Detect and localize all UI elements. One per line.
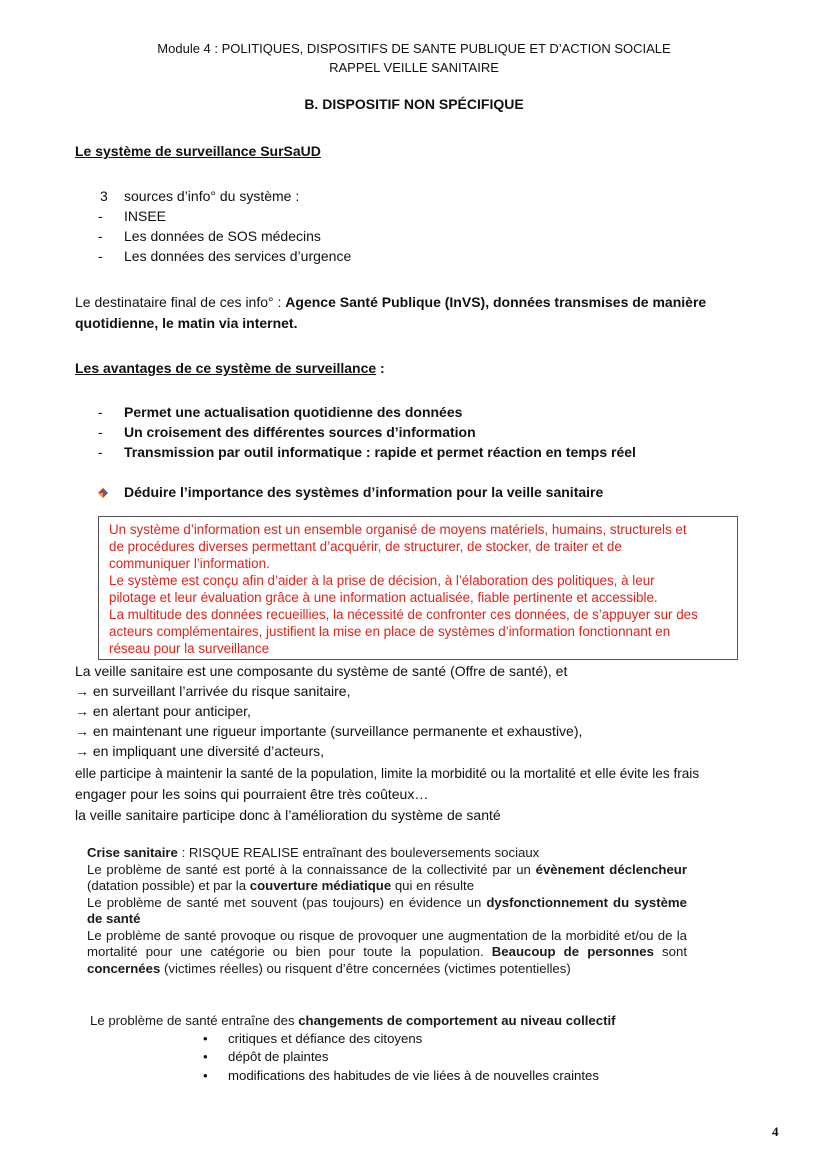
definition-line: de procédures diverses permettant d’acquérir, de structurer, de stocker, de traiter et de [109,539,622,554]
list-dash: - [98,424,103,440]
crise-text: Le problème de santé provoque ou risque de provoquer une augmentation de la morbidité et/ou de la mortalité pour une catégorie ou bien pour toute la population. [87,927,687,959]
arrow-icon: → [75,683,89,699]
arrow-item-text: en surveillant l’arrivée du risque sanitaire, [92,683,351,699]
sursaud-heading: Le système de surveillance SurSaUD [75,143,321,159]
bullet-icon: • [203,1068,208,1083]
definition-line: Le système est conçu afin d’aider à la prise de décision, à l’élaboration des politiques, à leur [109,573,655,588]
sources-number: 3 [100,188,108,204]
destinataire-value: Agence Santé Publique (InVS), données transmises de manière [285,294,707,310]
definition-line: Un système d’information est un ensemble organisé de moyens matériels, humains, structurels et [109,522,687,537]
crise-text: Le problème de santé met souvent (pas toujours) en évidence un [87,894,487,910]
destinataire-line-2: quotidienne, le matin via internet. [75,315,298,331]
definition-line: La multitude des données recueillies, la nécessité de confronter ces données, de s’appuyer sur des [109,607,698,622]
arrow-item-text: en alertant pour anticiper, [92,703,251,719]
list-item: Transmission par outil informatique : rapide et permet réaction en temps réel [124,444,636,460]
avantages-heading-colon: : [376,360,385,376]
crise-text: qui en résulte [391,878,475,893]
header-module-line: Module 4 : POLITIQUES, DISPOSITIFS DE SANTE PUBLIQUE ET D’ACTION SOCIALE [157,41,671,56]
crise-emphasis: couverture médiatique [249,878,392,893]
crise-title-rest: : RISQUE REALISE entraînant des bouleversements sociaux [177,845,540,860]
deduire-heading: Déduire l’importance des systèmes d’information pour la veille sanitaire [124,484,604,500]
list-dash: - [98,208,103,224]
destinataire-label: Le destinataire final de ces info° : [75,294,286,310]
changements-line [90,1013,690,1030]
crise-paragraph [87,928,687,978]
definition-line: acteurs complémentaires, justifient la mise en place de systèmes d’information fonctionnant en [109,624,671,639]
list-item: Un croisement des différentes sources d’information [124,424,476,440]
arrow-item-text: en impliquant une diversité d’acteurs, [92,743,325,759]
crise-emphasis: changements de comportement au niveau collectif [298,1013,616,1028]
list-dash: - [98,444,103,460]
definition-line: communiquer l’information. [109,556,270,571]
avantages-heading-text: Les avantages de ce système de surveillance [75,360,377,376]
crise-paragraph [87,895,687,928]
bullet-item [203,1031,422,1046]
list-item: INSEE [124,208,167,224]
list-dash: - [98,404,103,420]
definition-line: pilotage et leur évaluation grâce à une information actualisée, fiable pertinente et accessible. [109,590,658,605]
crise-text: (victimes réelles) ou risquent d’être concernées (victimes potentielles) [160,960,571,976]
crise-title [87,845,687,862]
crise-title-bold: Crise sanitaire [87,845,178,860]
crise-text: Le problème de santé entraîne des [90,1013,299,1028]
header-subtitle-line: RAPPEL VEILLE SANITAIRE [329,60,499,75]
destinataire-line-1 [75,292,706,312]
list-item: Permet une actualisation quotidienne des données [124,404,463,420]
crise-emphasis: concernées [87,960,161,976]
arrow-item [75,723,582,739]
crise-text: sont [653,944,687,959]
veille-paragraph-line: elle participe à maintenir la santé de la population, limite la morbidité ou la mortalité et elle évite les frais [75,766,700,781]
definition-line: réseau pour la surveillance [109,641,270,656]
list-dash: - [98,248,103,264]
avantages-heading [75,358,385,378]
list-item: Les données des services d’urgence [124,248,352,264]
arrow-item [75,703,251,719]
list-item: Les données de SOS médecins [124,228,321,244]
crise-emphasis: dysfonctionnement du système de santé [87,894,687,926]
bullet-icon: • [203,1031,208,1046]
bullet-item-text: dépôt de plaintes [228,1049,329,1064]
arrow-item [75,683,350,699]
sources-intro: sources d’info° du système : [124,188,300,204]
bullet-item [203,1068,599,1083]
crise-emphasis: évènement déclencheur [535,861,687,877]
arrow-item [75,743,324,759]
arrow-item-text: en maintenant une rigueur importante (surveillance permanente et exhaustive), [92,723,583,739]
crise-block [87,845,687,977]
veille-intro: La veille sanitaire est une composante du système de santé (Offre de santé), et [75,663,568,679]
page-number: 4 [772,1124,779,1139]
crise-emphasis: Beaucoup de personnes [491,944,654,959]
crise-paragraph [87,862,687,895]
crise-text: Le problème de santé est porté à la connaissance de la collectivité par un [87,861,536,877]
veille-paragraph-line: la veille sanitaire participe donc à l’amélioration du système de santé [75,807,501,823]
arrow-icon: → [75,723,89,739]
diamond-bullet-icon [97,487,109,499]
arrow-icon: → [75,703,89,719]
arrow-icon: → [75,743,89,759]
bullet-item-text: critiques et défiance des citoyens [228,1031,423,1046]
definition-box [98,516,738,660]
bullet-icon: • [203,1049,208,1064]
bullet-item-text: modifications des habitudes de vie liées à de nouvelles craintes [228,1068,599,1083]
bullet-item [203,1049,328,1064]
crise-text: (datation possible) et par la [87,878,250,893]
section-title: B. DISPOSITIF NON SPÉCIFIQUE [304,96,524,112]
veille-paragraph-line: engager pour les soins qui pourraient être très coûteux… [75,786,429,802]
list-dash: - [98,228,103,244]
